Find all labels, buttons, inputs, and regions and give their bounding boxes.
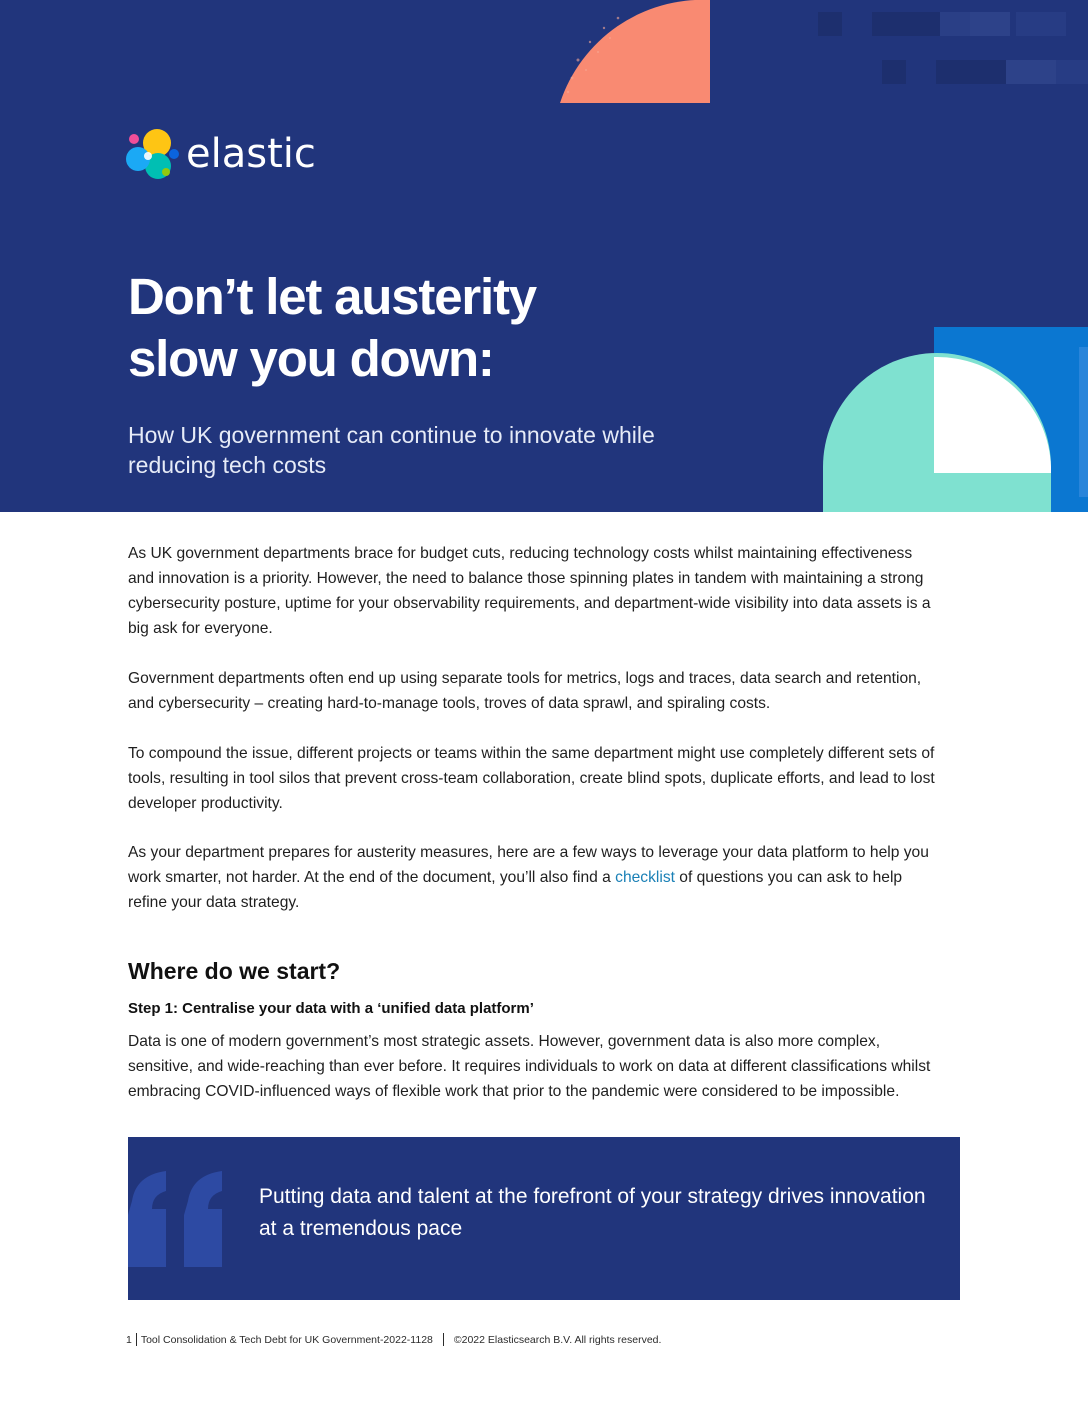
paragraph-text: As your department prepares for austerity measures, here are a few ways to leverage your data platform to help you work smarter, not harder. At the end of the document, you’ll also find a bbox=[128, 844, 929, 886]
step-heading: Step 1: Centralise your data with a ‘unified data platform’ bbox=[128, 1000, 534, 1017]
title-line-2: slow you down: bbox=[128, 330, 494, 387]
page-title bbox=[128, 266, 748, 390]
footer-divider bbox=[443, 1333, 444, 1346]
intro-paragraph-4 bbox=[128, 840, 938, 915]
intro-paragraph-1: As UK government departments brace for budget cuts, reducing technology costs whilst maintaining effectiveness and innovation is a priority. However, the need to balance those spinning plates in tandem with maintaining a strong cybersecurity posture, uptime for your observability requirements, and department-wide visibility into data assets is a big ask for everyone. bbox=[128, 545, 931, 637]
title-line-1: Don’t let austerity bbox=[128, 268, 536, 325]
page-number: 1 bbox=[126, 1333, 132, 1346]
geometric-decoration bbox=[823, 327, 1088, 512]
checklist-link[interactable]: checklist bbox=[615, 869, 675, 886]
copyright: ©2022 Elasticsearch B.V. All rights reserved. bbox=[453, 1333, 662, 1346]
page-subtitle bbox=[128, 420, 748, 480]
hero-banner bbox=[0, 0, 1088, 512]
footer-divider bbox=[136, 1333, 137, 1346]
step-paragraph: Data is one of modern government’s most strategic assets. However, government data is also more complex, sensitive, and wide-reaching than ever before. It requires individuals to work on data at different classifications whilst embracing COVID-influenced ways of flexible work that prior to the pandemic were considered to be impossible. bbox=[128, 1033, 931, 1100]
quote-text: Putting data and talent at the forefront of your strategy drives innovation at a tremendous pace bbox=[259, 1185, 926, 1240]
pull-quote bbox=[128, 1137, 960, 1300]
subtitle-line-1: How UK government can continue to innovate while bbox=[128, 422, 655, 448]
subtitle-line-2: reducing tech costs bbox=[128, 452, 327, 478]
quote-mark-icon bbox=[128, 1171, 228, 1267]
intro-paragraph-3: To compound the issue, different projects or teams within the same department might use completely different sets of tools, resulting in tool silos that prevent cross-team collaboration, create blind spots, duplicate efforts, and lead to lost developer productivity. bbox=[128, 745, 935, 812]
document-title: Tool Consolidation & Tech Debt for UK Government-2022-1128 bbox=[140, 1333, 433, 1346]
page-footer bbox=[126, 1333, 661, 1346]
intro-paragraph-2: Government departments often end up using separate tools for metrics, logs and traces, data search and retention, and cybersecurity – creating hard-to-manage tools, troves of data sprawl, and spiraling costs. bbox=[128, 670, 922, 712]
elastic-logo-icon bbox=[122, 124, 182, 184]
pixel-decoration bbox=[816, 10, 1088, 86]
elastic-wordmark: elastic bbox=[186, 131, 316, 177]
paragraph-text: of questions you can ask to help refine your data strategy. bbox=[128, 869, 903, 911]
coral-decoration bbox=[560, 0, 710, 103]
elastic-logo bbox=[122, 124, 316, 184]
section-heading: Where do we start? bbox=[128, 958, 341, 984]
